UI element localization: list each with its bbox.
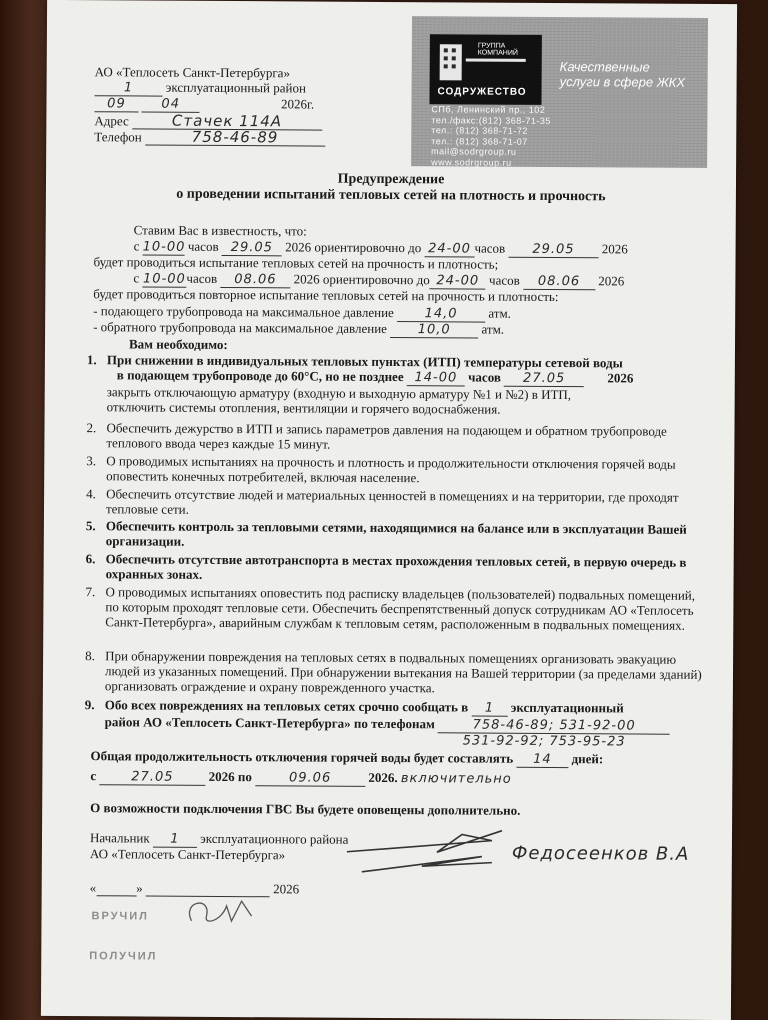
from-label: с [133, 238, 140, 254]
supply-value: 14,0 [397, 306, 485, 323]
handed-signature [181, 891, 261, 931]
district-number: 1 [95, 80, 163, 96]
until-label: 2026 ориентировочно до [285, 239, 422, 256]
list-item-8: 8. При обнаружении повреждения на тепловых сетях в подвальных помещениях организовать эвакуацию людей из указанных помещений. При обнаружении вытекания на Вашей территории (за пределами зданий) организовать ограждение и охрану поврежденного участка. [85, 648, 702, 696]
item1-line-c: закрыть отключающую арматуру (входную и выходную арматуру №1 и №2) в ИТП, [106, 384, 572, 403]
company-logo [429, 34, 541, 105]
list-item-1: 1. При снижении в индивидуальных тепловых пунктах (ИТП) температуры сетевой воды в подающем трубопроводе до 60°С, но не позднее 14-00 часов 27.05 2026 закрыть отключающую арматуру (входную и выходную арматуру №1 и №2) в ИТП, отключить системы отопления, вентиляции и горячего водоснабжения. [107, 352, 707, 418]
doc-subtitle: о проведении испытаний тепловых сетей на плотность и прочность [176, 186, 606, 205]
hours-label: часов [187, 238, 219, 254]
hours-label: часов [468, 369, 501, 385]
list-item-7: 7. О проводимых испытаниях оповестить под расписку владельцев (пользователей) подвальных помещений, по которым проходят тепловые сети. Обеспечить беспрепятственный допуск сотрудникам АО «Теплосеть Санкт-Петербурга», аварийным службам к тепловым сетям, расположенным в подвальных помещениях. [85, 584, 696, 633]
period1-end-time: 24-00 [424, 241, 474, 257]
supply-label: - подающего трубопровода на максимальное давление [93, 303, 394, 321]
year-label: 2026 [598, 273, 625, 289]
list-item-3: 3. О проводимых испытаниях на прочность и плотность и продолжительности отключения горячей воды оповестить конечных потребителей, включая население. [86, 453, 676, 486]
item8-text: При обнаружении повреждения на тепловых сетях в подвальных помещениях организовать эвакуацию людей из указанных помещений. При обнаружении вытекания на Вашей территории (за пределами зданий) организовать ограждение и охрану поврежденного участка. [104, 648, 702, 696]
summary-days: 14 [516, 752, 568, 768]
unit-label: атм. [481, 321, 505, 337]
address-value: Стачек 114А [132, 113, 322, 130]
intro-lead: Ставим Вас в известность, что: [133, 222, 307, 239]
item9-district-number: 1 [471, 701, 507, 717]
year-label: 2026 [273, 881, 300, 897]
item2-text: Обеспечить дежурство в ИТП и запись параметров давления на подающем и обратном трубопроводе теплового ввода через каждые 15 минут. [106, 420, 667, 452]
period-2-desc: будет проводиться повторное испытание тепловых сетей на прочность и плотность: [93, 286, 559, 305]
from-label: с [90, 768, 97, 784]
period2-start-date: 08.06 [220, 272, 290, 288]
hours-label: часов [474, 240, 506, 256]
from-label: с [133, 270, 140, 286]
date-month: 04 [142, 96, 200, 112]
item1-text-b: в подающем трубопроводе до 60°С, но не позднее [116, 367, 404, 385]
period2-start-time: 10-00 [143, 271, 186, 287]
document-page [41, 0, 737, 1020]
contact-line: тел.: (812) 368-71-72 [431, 125, 528, 136]
item9-phones-1: 758-46-89; 531-92-00 [438, 717, 670, 734]
contact-line: тел.: (812) 368-71-07 [431, 135, 528, 147]
days-label: дней: [571, 751, 604, 767]
until-label: 2026 по [208, 768, 252, 785]
item6-text: Обеспечить отсутствие автотранспорта в местах прохождения тепловых сетей, в первую очередь в охранных зонах. [105, 551, 687, 582]
summary-line [90, 748, 603, 768]
logo-name: СОДРУЖЕСТВО [437, 86, 527, 98]
item9-phones-2: 531-92-92; 753-95-23 [462, 733, 626, 750]
inclusive-note: включительно [400, 771, 512, 787]
hours-label: часов [186, 270, 218, 286]
item4-text: Обеспечить отсутствие людей и материальных ценностей в помещениях и на территории, где проходят тепловые сети. [105, 486, 679, 517]
year-label: 2026. [368, 769, 398, 786]
signer-name: Федосеенков В.А [511, 842, 690, 865]
until-label: 2026 ориентировочно до [293, 271, 430, 288]
doc-title: Предупреждение [337, 171, 445, 188]
company-stamp [411, 16, 708, 168]
item1-time: 14-00 [407, 370, 465, 386]
hours-label: часов [489, 272, 520, 288]
item1-line-a: При снижении в индивидуальных тепловых пунктах (ИТП) температуры сетевой воды [106, 352, 623, 371]
phone-line [94, 129, 325, 146]
item3-text: О проводимых испытаниях на прочность и плотность и продолжительности отключения горячей воды оповестить конечных потребителей, включая население. [106, 453, 676, 486]
tagline-line-1: Качественные [559, 59, 650, 75]
unit-label: атм. [488, 305, 511, 321]
summary-date-to: 09.06 [255, 770, 365, 787]
contact-line: mail@sodrgroup.ru [431, 146, 517, 157]
item1-date: 27.05 [504, 371, 584, 387]
signer-org: АО «Теплосеть Санкт-Петербурга» [89, 846, 286, 863]
list-item-4: 4. Обеспечить отсутствие людей и материальных ценностей в помещениях и на территории, где проходят тепловые сети. [86, 486, 679, 517]
signature-scribble [342, 822, 512, 883]
signer-district: 1 [153, 832, 197, 848]
item7-text: О проводимых испытаниях оповестить под расписку владельцев (пользователей) подвальных помещений, по которым проходят тепловые сети. Обеспечить беспрепятственный допуск сотрудникам АО «Теплосеть Санкт-Петербурга», аварийным службам к тепловым сетям, расположенным в подвальных помещениях. [105, 584, 696, 633]
return-label: - обратного трубопровода на максимальное давление [93, 319, 388, 336]
stamp-tagline [560, 59, 686, 90]
phone-value: 758-46-89 [145, 130, 325, 147]
list-item-6: 6. Обеспечить отсутствие автотранспорта в местах прохождения тепловых сетей, в первую очередь в охранных зонах. [85, 551, 687, 582]
contact-line: СПб, Ленинский пр., 102 [431, 104, 546, 115]
contact-line: тел./факс:(812) 368-71-35 [431, 114, 551, 126]
period2-end-time: 24-00 [430, 273, 486, 289]
quote-open: « [89, 880, 97, 896]
period1-end-date: 29.05 [508, 242, 598, 259]
item9-text-b: эксплуатационный [510, 699, 624, 716]
period1-start-time: 10-00 [142, 239, 186, 255]
list-item-2: 2. Обеспечить дежурство в ИТП и запись параметров давления на подающем и обратном трубопроводе теплового ввода через каждые 15 минут. [86, 420, 667, 452]
quote-close: » [136, 880, 143, 896]
item5-text: Обеспечить контроль за тепловыми сетями, находящимися на балансе или в эксплуатации Вашей организации. [105, 518, 687, 549]
summary-text: Общая продолжительность отключения горячей воды будет составлять [90, 748, 514, 766]
summary-date-from: 27.05 [99, 769, 205, 786]
handed-stamp: ВРУЧИЛ [91, 910, 149, 923]
item9-line-c [105, 714, 705, 735]
period-1-desc: будет проводиться испытание тепловых сетей на прочность и плотность; [93, 254, 499, 272]
stamp-contacts [431, 104, 551, 168]
period2-end-date: 08.06 [523, 274, 595, 290]
item9-text-a: Обо всех повреждениях на тепловых сетях срочно сообщать в [104, 697, 469, 715]
return-value: 10,0 [390, 322, 478, 339]
year-label: 2026 [601, 241, 628, 257]
item9-text-c: район АО «Теплосеть Санкт-Петербурга» по телефонам [104, 714, 435, 732]
notice: О возможности подключения ГВС Вы будете оповещены дополнительно. [90, 800, 521, 818]
signer-role: эксплуатационного района [200, 830, 349, 847]
logo-caption: ГРУППА КОМПАНИЙ [477, 42, 518, 57]
address-label: Адрес [94, 113, 129, 129]
summary-dates [90, 768, 512, 788]
header-date [94, 95, 314, 113]
period1-start-date: 29.05 [222, 240, 282, 256]
list-item-5: 5. Обеспечить контроль за тепловыми сетями, находящимися на балансе или в эксплуатации Вашей организации. [85, 518, 687, 549]
date-year: 2026г. [280, 96, 315, 112]
year-label: 2026 [607, 370, 634, 386]
date-day: 09 [94, 96, 138, 112]
district-label: эксплуатационный район [165, 79, 306, 96]
list-item-9: 9. Обо всех повреждениях на тепловых сетях срочно сообщать в 1 эксплуатационный район АО «Теплосеть Санкт-Петербурга» по телефонам 758-46-89; 531-92-00 531-92-92; 753-95-23 [105, 697, 705, 750]
need-heading: Вам необходимо: [128, 336, 228, 353]
phone-label: Телефон [94, 129, 142, 145]
contact-line: www.sodrgroup.ru [431, 156, 512, 168]
tagline-line-2: услуги в сфере ЖКХ [559, 74, 686, 90]
signer-title: Начальник [89, 830, 150, 846]
item1-line-d: отключить системы отопления, вентиляции и горячего водоснабжения. [106, 399, 501, 417]
org-name: АО «Теплосеть Санкт-Петербурга» [94, 64, 291, 81]
received-stamp: ПОЛУЧИЛ [89, 950, 158, 963]
